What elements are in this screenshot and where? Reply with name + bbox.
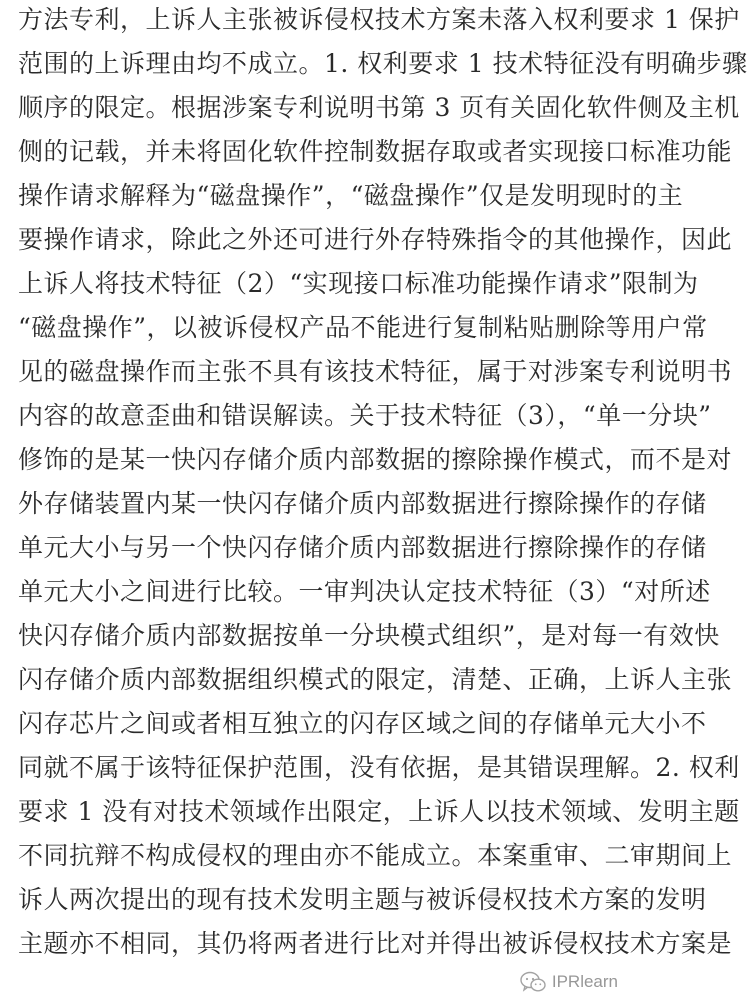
text-line: 不同抗辩不构成侵权的理由亦不能成立。本案重审、二审期间上: [18, 841, 733, 870]
text-line: 闪存芯片之间或者相互独立的闪存区域之间的存储单元大小不: [18, 709, 707, 738]
text-line: 外存储装置内某一快闪存储介质内部数据进行擦除操作的存储: [18, 489, 707, 518]
text-line: 快闪存储介质内部数据按单一分块模式组织”，是对每一有效快: [18, 621, 720, 650]
text-line: 操作请求解释为“磁盘操作”，“磁盘操作”仅是发明现时的主: [18, 181, 684, 210]
text-line: “磁盘操作”，以被诉侵权产品不能进行复制粘贴删除等用户常: [18, 313, 708, 342]
text-line: 要求 1 没有对技术领域作出限定，上诉人以技术领域、发明主题: [18, 797, 740, 826]
text-line: 顺序的限定。根据涉案专利说明书第 3 页有关固化软件侧及主机: [18, 93, 740, 122]
text-line: 修饰的是某一快闪存储介质内部数据的擦除操作模式，而不是对: [18, 445, 733, 474]
watermark: [520, 971, 618, 993]
text-line: 要操作请求，除此之外还可进行外存特殊指令的其他操作，因此: [18, 225, 733, 254]
text-line: 单元大小与另一个快闪存储介质内部数据进行擦除操作的存储: [18, 533, 707, 562]
text-line: 范围的上诉理由均不成立。1. 权利要求 1 技术特征没有明确步骤: [18, 49, 748, 78]
text-line: 见的磁盘操作而主张不具有该技术特征，属于对涉案专利说明书: [18, 357, 733, 386]
text-line: 诉人两次提出的现有技术发明主题与被诉侵权技术方案的发明: [18, 885, 707, 914]
text-line: 方法专利，上诉人主张被诉侵权技术方案未落入权利要求 1 保护: [18, 5, 740, 34]
text-line: 内容的故意歪曲和错误解读。关于技术特征（3），“单一分块”: [18, 401, 712, 430]
wechat-icon: [520, 971, 546, 993]
text-line: 侧的记载，并未将固化软件控制数据存取或者实现接口标准功能: [18, 137, 733, 166]
text-line: 主题亦不相同，其仍将两者进行比对并得出被诉侵权技术方案是: [18, 929, 733, 958]
watermark-text: IPRlearn: [551, 972, 618, 991]
text-line: 单元大小之间进行比较。一审判决认定技术特征（3）“对所述: [18, 577, 711, 606]
text-line: 同就不属于该特征保护范围，没有依据，是其错误理解。2. 权利: [18, 753, 740, 782]
text-line: 上诉人将技术特征（2）“实现接口标准功能操作请求”限制为: [18, 269, 699, 298]
text-line: 闪存储介质内部数据组织模式的限定，清楚、正确，上诉人主张: [18, 665, 733, 694]
